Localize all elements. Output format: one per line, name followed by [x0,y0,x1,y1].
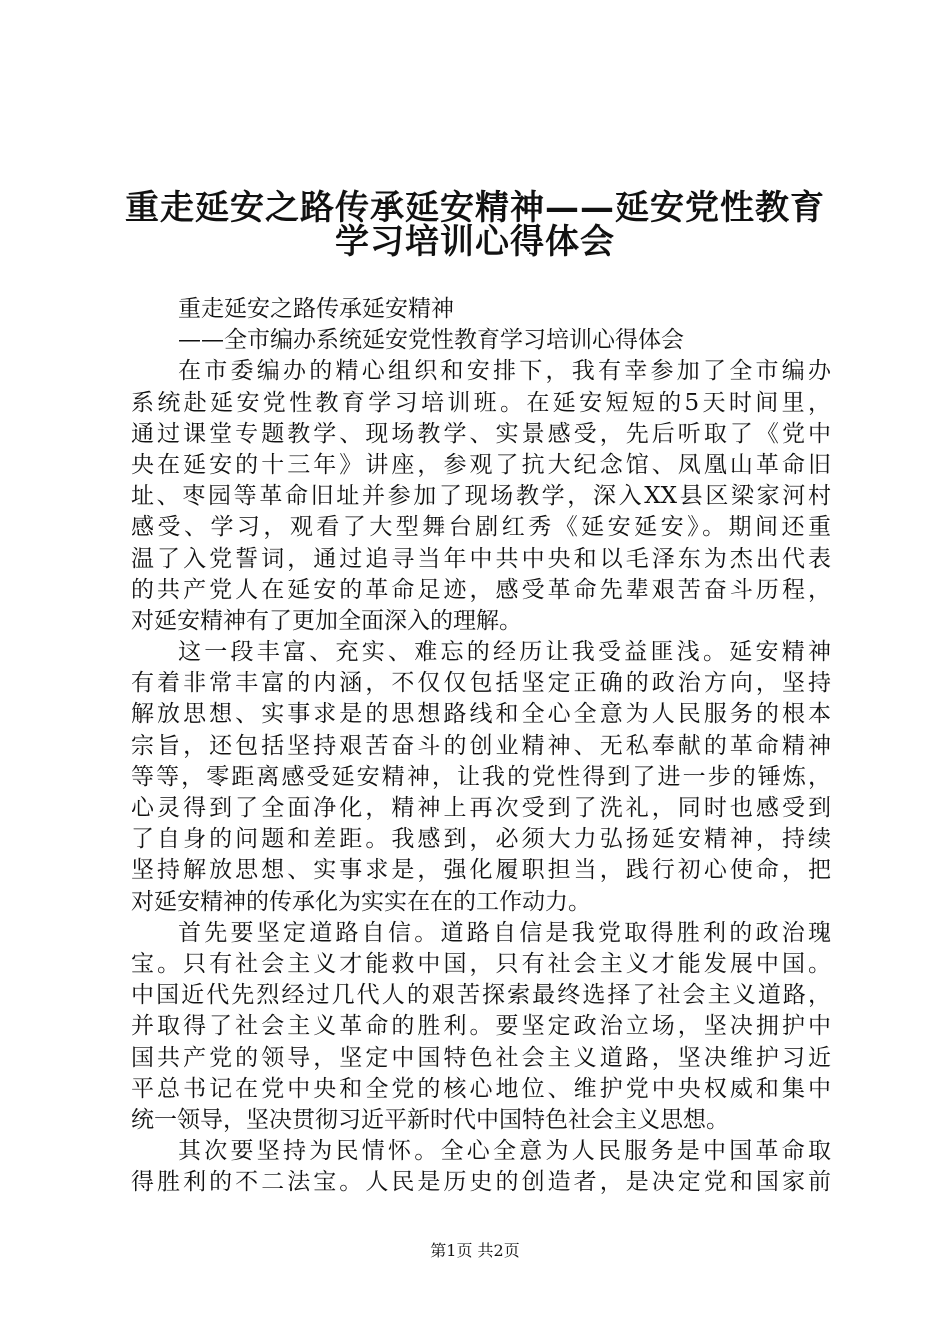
body-line: 的共产党人在延安的革命足迹，感受革命先辈艰苦奋斗历程， [131,576,831,603]
body-line: 在市委编办的精心组织和安排下，我有幸参加了全市编办 [178,358,831,385]
body-line: 对延安精神有了更加全面深入的理解。 [131,607,522,634]
body-line: 统一领导，坚决贯彻习近平新时代中国特色社会主义思想。 [131,1106,729,1133]
body-line: 其次要坚持为民情怀。全心全意为人民服务是中国革命取 [178,1138,831,1165]
document-body [131,294,831,1198]
body-line: 对延安精神的传承化为实实在在的工作动力。 [131,888,591,915]
body-line: 了自身的问题和差距。我感到，必须大力弘扬延安精神，持续 [131,826,831,853]
body-line: 坚持解放思想、实事求是，强化履职担当，践行初心使命，把 [131,857,831,884]
body-line: 等等，零距离感受延安精神，让我的党性得到了进一步的锤炼， [131,763,831,790]
body-line: 首先要坚定道路自信。道路自信是我党取得胜利的政治瑰 [178,919,831,946]
body-line: 得胜利的不二法宝。人民是历史的创造者，是决定党和国家前 [131,1169,831,1196]
body-line: 国共产党的领导，坚定中国特色社会主义道路，坚决维护习近 [131,1044,831,1071]
body-line: 中国近代先烈经过几代人的艰苦探索最终选择了社会主义道路， [131,982,831,1009]
body-line: 平总书记在党中央和全党的核心地位、维护党中央权威和集中 [131,1075,831,1102]
body-line: ——全市编办系统延安党性教育学习培训心得体会 [178,327,684,354]
page-footer: 第1页 共2页 [430,1241,520,1260]
body-line: 通过课堂专题教学、现场教学、实景感受，先后听取了《党中 [131,420,831,447]
body-line: 址、枣园等革命旧址并参加了现场教学，深入XX县区梁家河村 [131,483,831,510]
document-title-line-1: 重走延安之路传承延安精神——延安党性教育 [125,188,825,228]
document-title-line-2: 学习培训心得体会 [335,222,615,262]
body-line: 宝。只有社会主义才能救中国，只有社会主义才能发展中国。 [131,950,831,977]
body-line: 解放思想、实事求是的思想路线和全心全意为人民服务的根本 [131,701,831,728]
body-line: 有着非常丰富的内涵，不仅仅包括坚定正确的政治方向，坚持 [131,670,831,697]
body-line: 温了入党誓词，通过追寻当年中共中央和以毛泽东为杰出代表 [131,545,831,572]
body-line: 系统赴延安党性教育学习培训班。在延安短短的5天时间里， [131,389,831,416]
body-line: 这一段丰富、充实、难忘的经历让我受益匪浅。延安精神 [178,639,831,666]
body-line: 央在延安的十三年》讲座，参观了抗大纪念馆、凤凰山革命旧 [131,451,831,478]
body-line: 并取得了社会主义革命的胜利。要坚定政治立场，坚决拥护中 [131,1013,831,1040]
body-line: 感受、学习，观看了大型舞台剧红秀《延安延安》。期间还重 [131,514,831,541]
body-line: 重走延安之路传承延安精神 [178,296,454,322]
body-line: 心灵得到了全面净化，精神上再次受到了洗礼，同时也感受到 [131,795,831,821]
body-line: 宗旨，还包括坚持艰苦奋斗的创业精神、无私奉献的革命精神 [131,732,831,759]
